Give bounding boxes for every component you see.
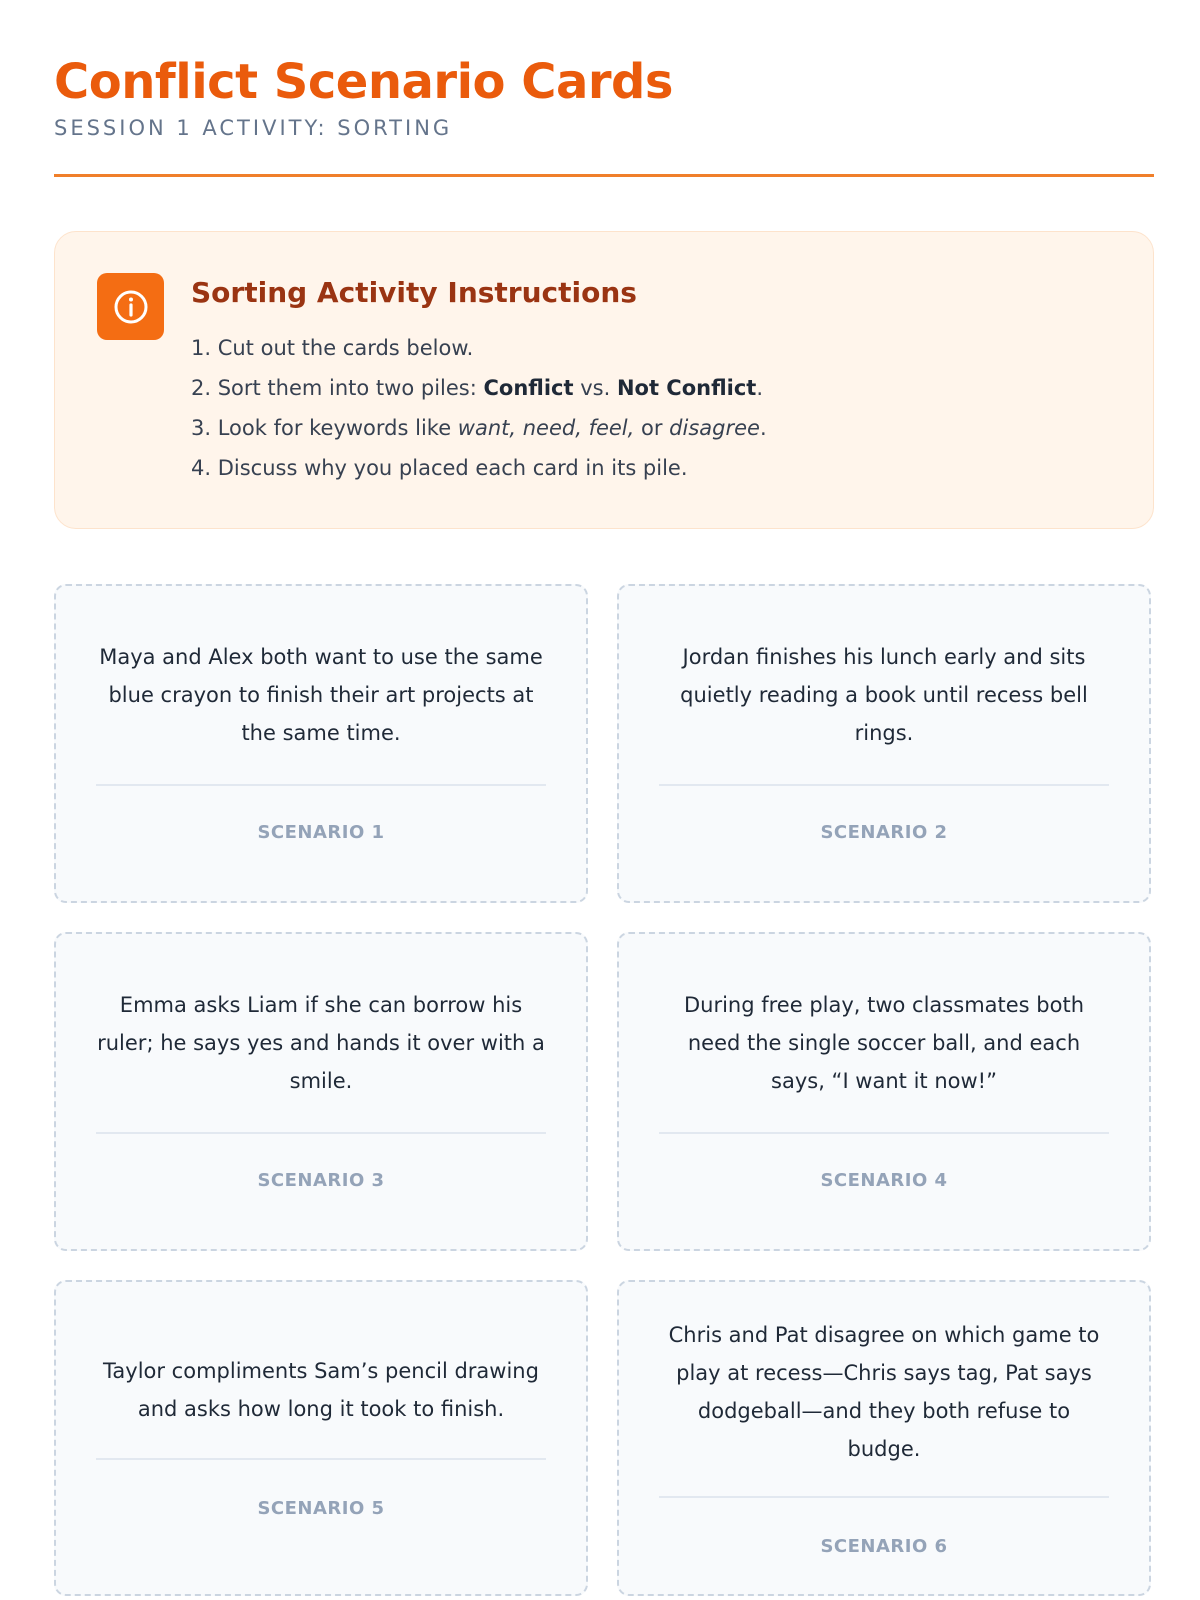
scenario-card [617, 584, 1151, 903]
scenario-card [617, 932, 1151, 1251]
scenario-text: Maya and Alex both want to use the same blue crayon to finish their art projects at the same time. [99, 645, 543, 745]
keyword-not-conflict: Not Conflict [616, 376, 757, 400]
info-icon [97, 273, 164, 340]
scenario-text: During free play, two classmates both need the single soccer ball, and each says, “I want it now!” [683, 993, 1085, 1093]
card-divider [96, 1132, 546, 1134]
card-divider [659, 1132, 1109, 1134]
scenario-text: Emma asks Liam if she can borrow his ruler; he says yes and hands it over with a smile. [97, 993, 545, 1093]
page-title: Conflict Scenario Cards [54, 54, 673, 110]
page-header [54, 52, 1154, 140]
scenario-label: SCENARIO 6 [820, 1536, 948, 1557]
instruction-step-1: 1. Cut out the cards below. [191, 336, 474, 360]
scenario-card [54, 584, 588, 903]
scenario-label: SCENARIO 4 [820, 1170, 948, 1191]
scenario-text: Jordan finishes his lunch early and sits quietly reading a book until recess bell rings. [680, 645, 1088, 745]
scenario-text: Taylor compliments Sam’s pencil drawing and asks how long it took to finish. [103, 1359, 539, 1421]
header-divider [54, 174, 1154, 177]
card-divider [659, 1496, 1109, 1498]
instruction-step-4: 4. Discuss why you placed each card in its pile. [191, 456, 688, 480]
instruction-step-3: 3. Look for keywords like want, need, feel, or disagree. [191, 416, 767, 440]
scenario-label: SCENARIO 1 [257, 822, 385, 843]
scenario-label: SCENARIO 2 [820, 822, 948, 843]
scenario-card [54, 1280, 588, 1596]
instructions-title: Sorting Activity Instructions [191, 276, 637, 309]
scenario-card [54, 932, 588, 1251]
card-divider [659, 784, 1109, 786]
page-subtitle: SESSION 1 ACTIVITY: SORTING [54, 116, 453, 140]
scenario-text: Chris and Pat disagree on which game to play at recess—Chris says tag, Pat says dodgeball—and they both refuse to budge. [668, 1323, 1100, 1461]
instructions-list [191, 328, 767, 488]
card-divider [96, 1458, 546, 1460]
instruction-step-2: 2. Sort them into two piles: Conflict vs. Not Conflict. [191, 376, 764, 400]
scenario-card [617, 1280, 1151, 1596]
keyword-conflict: Conflict [483, 376, 574, 400]
scenario-label: SCENARIO 3 [257, 1170, 385, 1191]
card-divider [96, 784, 546, 786]
scenario-label: SCENARIO 5 [257, 1498, 385, 1519]
instructions-box [54, 231, 1154, 529]
